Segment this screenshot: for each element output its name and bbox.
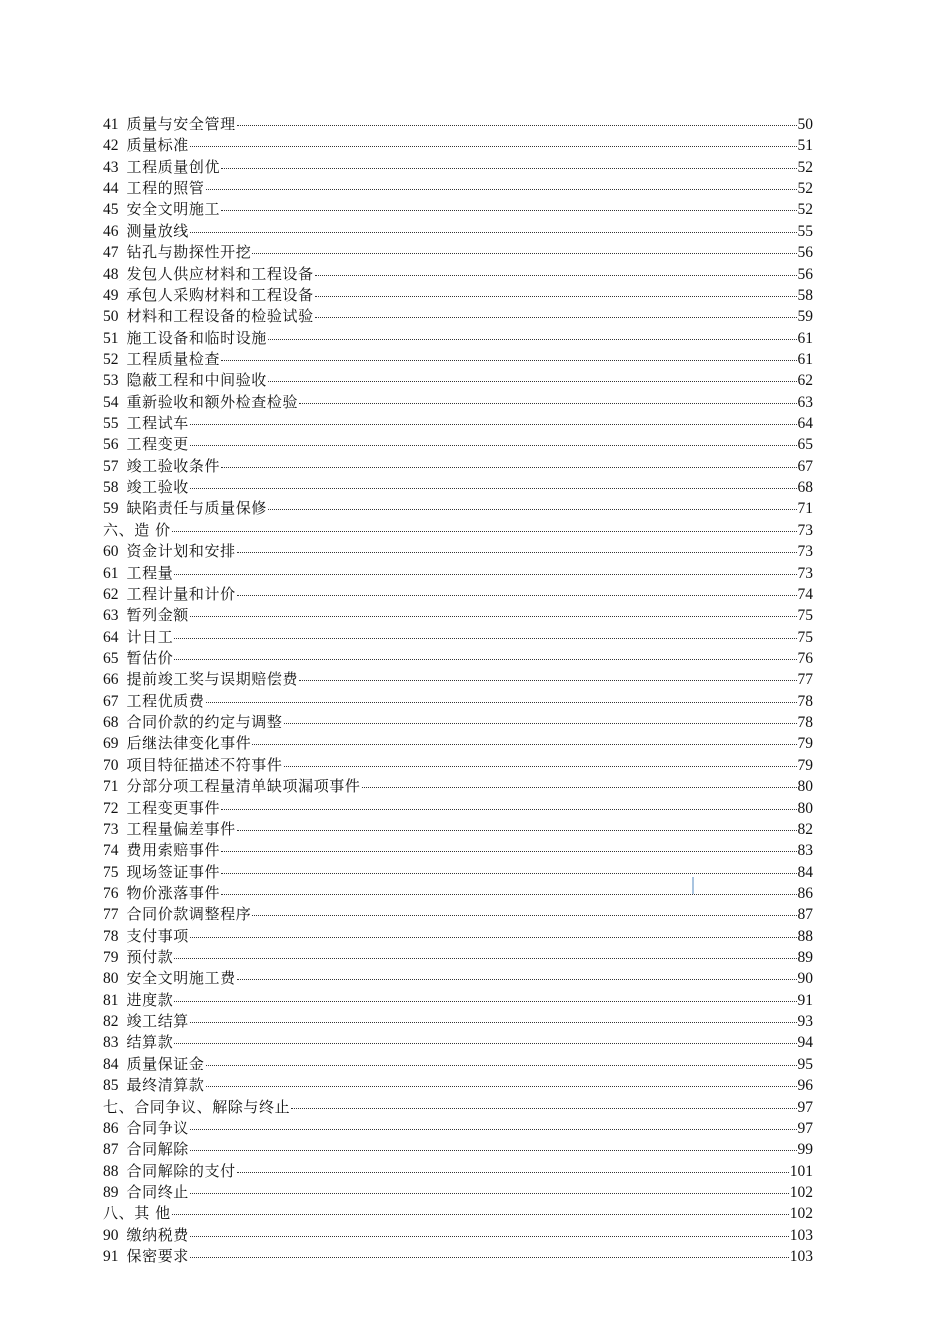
toc-entry[interactable] <box>103 691 813 712</box>
toc-dot-leader <box>315 271 797 276</box>
toc-entry-page: 91 <box>797 991 813 1009</box>
toc-dot-leader <box>315 292 797 297</box>
toc-dot-leader <box>172 527 797 532</box>
toc-entry-page: 71 <box>797 500 813 518</box>
toc-dot-leader <box>172 1210 789 1215</box>
toc-entry-number: 55 <box>103 415 119 433</box>
toc-entry[interactable] <box>103 498 813 519</box>
toc-dot-leader <box>174 655 796 660</box>
toc-entry-number: 85 <box>103 1077 119 1095</box>
toc-dot-leader <box>252 740 796 745</box>
toc-entry[interactable] <box>103 434 813 455</box>
toc-dot-leader <box>174 954 796 959</box>
toc-entry-title: 施工设备和临时设施 <box>126 328 267 347</box>
toc-dot-leader <box>237 548 797 553</box>
toc-entry[interactable] <box>103 306 813 327</box>
toc-entry-page: 75 <box>797 628 813 646</box>
toc-entry-number: 50 <box>103 308 119 326</box>
toc-entry-title: 安全文明施工费 <box>126 969 236 988</box>
toc-entry[interactable] <box>103 477 813 498</box>
toc-entry[interactable] <box>103 840 813 861</box>
toc-dot-leader <box>190 933 797 938</box>
toc-entry[interactable] <box>103 370 813 391</box>
toc-entry-title: 六、造 价 <box>103 520 171 539</box>
toc-dot-leader <box>190 1232 789 1237</box>
toc-entry[interactable] <box>103 221 813 242</box>
toc-entry[interactable] <box>103 178 813 199</box>
toc-entry-page: 65 <box>797 436 813 454</box>
toc-entry-title: 工程量偏差事件 <box>126 819 236 838</box>
toc-dot-leader <box>237 591 797 596</box>
toc-entry-page: 80 <box>797 778 813 796</box>
toc-entry-page: 75 <box>797 607 813 625</box>
toc-entry-page: 50 <box>797 116 813 133</box>
toc-entry-page: 56 <box>797 244 813 262</box>
toc-entry-title: 钻孔与勘探性开挖 <box>126 243 252 262</box>
toc-entry-page: 103 <box>789 1248 813 1266</box>
toc-entry[interactable] <box>103 1075 813 1096</box>
toc-entry[interactable] <box>103 1032 813 1053</box>
toc-entry-title: 提前竣工奖与误期赔偿费 <box>126 670 299 689</box>
toc-dot-leader <box>237 1168 789 1173</box>
toc-dot-leader <box>268 505 797 510</box>
toc-entry[interactable] <box>103 285 813 306</box>
toc-entry[interactable] <box>103 904 813 925</box>
toc-entry-number: 43 <box>103 158 119 176</box>
toc-entry-title: 现场签证事件 <box>126 862 221 881</box>
toc-dot-leader <box>206 698 797 703</box>
toc-entry[interactable] <box>103 1225 813 1246</box>
toc-entry-title: 工程变更 <box>126 435 189 454</box>
toc-dot-leader <box>362 783 797 788</box>
toc-entry[interactable] <box>103 755 813 776</box>
toc-entry[interactable] <box>103 776 813 797</box>
toc-dot-leader <box>206 1061 797 1066</box>
toc-entry-title: 工程的照管 <box>126 179 205 198</box>
toc-entry-title: 合同争议 <box>126 1118 189 1137</box>
toc-entry-title: 质量与安全管理 <box>126 115 236 133</box>
toc-entry-number: 70 <box>103 756 119 774</box>
toc-dot-leader <box>190 228 797 233</box>
toc-entry-number: 69 <box>103 735 119 753</box>
toc-entry-title: 安全文明施工 <box>126 200 221 219</box>
toc-entry-page: 73 <box>797 543 813 561</box>
toc-entry[interactable] <box>103 114 813 135</box>
toc-entry-title: 八、其 他 <box>103 1204 171 1223</box>
toc-dot-leader <box>237 975 797 980</box>
toc-entry[interactable] <box>103 1182 813 1203</box>
toc-entry[interactable] <box>103 563 813 584</box>
toc-dot-leader <box>190 142 797 147</box>
toc-entry-page: 80 <box>797 799 813 817</box>
toc-entry[interactable] <box>103 1139 813 1160</box>
toc-entry[interactable] <box>103 926 813 947</box>
toc-entry-title: 七、合同争议、解除与终止 <box>103 1097 291 1116</box>
toc-entry-page: 68 <box>797 479 813 497</box>
toc-entry-number: 86 <box>103 1119 119 1137</box>
toc-entry-title: 工程量 <box>126 563 174 582</box>
toc-entry[interactable] <box>103 819 813 840</box>
toc-entry[interactable] <box>103 883 813 904</box>
toc-entry-number: 63 <box>103 607 119 625</box>
toc-entry-page: 55 <box>797 222 813 240</box>
toc-entry-title: 资金计划和安排 <box>126 542 236 561</box>
toc-entry[interactable] <box>103 712 813 733</box>
toc-entry-title: 合同解除的支付 <box>126 1161 236 1180</box>
toc-entry-number: 83 <box>103 1034 119 1052</box>
toc-dot-leader <box>299 399 796 404</box>
toc-entry-number: 56 <box>103 436 119 454</box>
toc-entry[interactable] <box>103 1011 813 1032</box>
toc-entry-page: 78 <box>797 692 813 710</box>
toc-entry-number: 64 <box>103 628 119 646</box>
toc-entry-title: 竣工结算 <box>126 1012 189 1031</box>
toc-entry-number: 78 <box>103 927 119 945</box>
toc-dot-leader <box>237 121 797 126</box>
toc-entry-title: 项目特征描述不符事件 <box>126 755 283 774</box>
toc-entry-page: 73 <box>797 564 813 582</box>
toc-entry-page: 93 <box>797 1013 813 1031</box>
toc-entry-page: 56 <box>797 265 813 283</box>
toc-dot-leader <box>291 1104 796 1109</box>
toc-dot-leader <box>221 356 796 361</box>
toc-dot-leader <box>174 634 796 639</box>
toc-entry[interactable] <box>103 584 813 605</box>
toc-entry-number: 66 <box>103 671 119 689</box>
toc-entry-number: 41 <box>103 116 119 133</box>
toc-entry-title: 费用索赔事件 <box>126 841 221 860</box>
toc-entry-number: 91 <box>103 1248 119 1266</box>
toc-entry-title: 竣工验收条件 <box>126 456 221 475</box>
toc-entry[interactable] <box>103 392 813 413</box>
toc-dot-leader <box>252 911 796 916</box>
toc-entry-page: 96 <box>797 1077 813 1095</box>
toc-dot-leader <box>299 676 796 681</box>
toc-entry-page: 77 <box>797 671 813 689</box>
toc-dot-leader <box>221 164 796 169</box>
toc-entry-number: 79 <box>103 949 119 967</box>
toc-entry-page: 103 <box>789 1226 813 1244</box>
toc-dot-leader <box>206 1082 797 1087</box>
toc-entry-page: 52 <box>797 201 813 219</box>
toc-entry[interactable] <box>103 1118 813 1139</box>
toc-entry-title: 工程试车 <box>126 414 189 433</box>
toc-entry-number: 44 <box>103 180 119 198</box>
toc-entry-number: 48 <box>103 265 119 283</box>
toc-dot-leader <box>315 313 797 318</box>
toc-entry[interactable] <box>103 947 813 968</box>
toc-entry-page: 82 <box>797 820 813 838</box>
toc-dot-leader <box>190 484 797 489</box>
toc-entry-number: 89 <box>103 1183 119 1201</box>
toc-entry[interactable] <box>103 264 813 285</box>
toc-entry-page: 84 <box>797 863 813 881</box>
toc-entry-number: 49 <box>103 286 119 304</box>
toc-entry-title: 分部分项工程量清单缺项漏项事件 <box>126 777 361 796</box>
toc-entry-number: 53 <box>103 372 119 390</box>
toc-entry-title: 质量标准 <box>126 136 189 155</box>
toc-entry[interactable] <box>103 520 813 541</box>
toc-entry-page: 102 <box>789 1205 813 1223</box>
toc-entry-number: 90 <box>103 1226 119 1244</box>
toc-entry-title: 工程质量创优 <box>126 157 221 176</box>
table-of-contents <box>103 114 813 1267</box>
toc-entry-title: 竣工验收 <box>126 478 189 497</box>
toc-entry-title: 暂估价 <box>126 648 174 667</box>
toc-dot-leader <box>174 1039 796 1044</box>
toc-entry-title: 计日工 <box>126 627 174 646</box>
toc-entry-number: 52 <box>103 350 119 368</box>
toc-entry-title: 后继法律变化事件 <box>126 734 252 753</box>
toc-entry-page: 61 <box>797 329 813 347</box>
toc-entry-number: 59 <box>103 500 119 518</box>
toc-entry[interactable] <box>103 199 813 220</box>
toc-entry-page: 97 <box>797 1119 813 1137</box>
toc-entry[interactable] <box>103 456 813 477</box>
toc-entry-number: 58 <box>103 479 119 497</box>
toc-dot-leader <box>190 1125 797 1130</box>
toc-entry-number: 57 <box>103 457 119 475</box>
toc-dot-leader <box>221 869 796 874</box>
toc-entry[interactable] <box>103 1054 813 1075</box>
toc-entry-title: 工程变更事件 <box>126 798 221 817</box>
toc-entry-title: 缺陷责任与质量保修 <box>126 499 267 518</box>
toc-dot-leader <box>190 1018 797 1023</box>
toc-entry[interactable] <box>103 968 813 989</box>
toc-dot-leader <box>221 206 796 211</box>
toc-entry-page: 97 <box>797 1098 813 1116</box>
toc-entry-number: 54 <box>103 393 119 411</box>
toc-dot-leader <box>268 335 797 340</box>
toc-entry-title: 合同终止 <box>126 1182 189 1201</box>
toc-entry-title: 发包人供应材料和工程设备 <box>126 264 314 283</box>
toc-entry-number: 76 <box>103 884 119 902</box>
toc-entry[interactable] <box>103 242 813 263</box>
toc-entry[interactable] <box>103 1203 813 1224</box>
toc-entry-title: 合同价款的约定与调整 <box>126 713 283 732</box>
toc-entry-number: 82 <box>103 1013 119 1031</box>
toc-dot-leader <box>252 249 796 254</box>
toc-entry-page: 52 <box>797 158 813 176</box>
toc-entry[interactable] <box>103 627 813 648</box>
toc-entry-page: 94 <box>797 1034 813 1052</box>
toc-dot-leader <box>206 185 797 190</box>
toc-entry-number: 47 <box>103 244 119 262</box>
toc-dot-leader <box>190 1146 797 1151</box>
toc-entry-page: 74 <box>797 585 813 603</box>
toc-entry[interactable] <box>103 669 813 690</box>
toc-entry-title: 暂列金额 <box>126 606 189 625</box>
toc-entry-page: 62 <box>797 372 813 390</box>
toc-entry-number: 88 <box>103 1162 119 1180</box>
toc-entry[interactable] <box>103 733 813 754</box>
toc-entry-number: 65 <box>103 649 119 667</box>
toc-entry-title: 工程计量和计价 <box>126 584 236 603</box>
toc-dot-leader <box>221 463 796 468</box>
toc-entry-title: 承包人采购材料和工程设备 <box>126 285 314 304</box>
toc-entry-page: 73 <box>797 521 813 539</box>
toc-entry-title: 工程质量检查 <box>126 349 221 368</box>
toc-entry[interactable] <box>103 648 813 669</box>
toc-dot-leader <box>237 826 797 831</box>
text-cursor <box>692 877 694 894</box>
toc-entry-page: 79 <box>797 735 813 753</box>
toc-dot-leader <box>268 377 797 382</box>
toc-entry[interactable] <box>103 135 813 156</box>
toc-entry-page: 83 <box>797 842 813 860</box>
toc-entry-page: 63 <box>797 393 813 411</box>
toc-dot-leader <box>190 441 797 446</box>
toc-entry-title: 保密要求 <box>126 1247 189 1266</box>
toc-entry-page: 89 <box>797 949 813 967</box>
toc-entry[interactable] <box>103 157 813 178</box>
toc-entry-number: 67 <box>103 692 119 710</box>
toc-dot-leader <box>174 570 796 575</box>
toc-entry-number: 87 <box>103 1141 119 1159</box>
toc-entry-number: 61 <box>103 564 119 582</box>
toc-entry[interactable] <box>103 413 813 434</box>
toc-entry[interactable] <box>103 1246 813 1267</box>
toc-entry-title: 工程优质费 <box>126 691 205 710</box>
toc-entry[interactable] <box>103 798 813 819</box>
toc-entry[interactable] <box>103 862 813 883</box>
toc-entry-page: 58 <box>797 286 813 304</box>
toc-dot-leader <box>190 1189 789 1194</box>
toc-dot-leader <box>174 997 796 1002</box>
toc-dot-leader <box>221 805 796 810</box>
toc-entry-number: 60 <box>103 543 119 561</box>
toc-dot-leader <box>190 1253 789 1258</box>
toc-entry-page: 76 <box>797 649 813 667</box>
toc-entry[interactable] <box>103 328 813 349</box>
toc-entry-page: 61 <box>797 350 813 368</box>
toc-entry-number: 75 <box>103 863 119 881</box>
toc-entry-page: 99 <box>797 1141 813 1159</box>
toc-dot-leader <box>221 847 796 852</box>
toc-entry-page: 78 <box>797 714 813 732</box>
toc-entry-number: 77 <box>103 906 119 924</box>
toc-entry-page: 79 <box>797 756 813 774</box>
toc-entry-number: 80 <box>103 970 119 988</box>
toc-entry-number: 71 <box>103 778 119 796</box>
toc-entry-page: 102 <box>789 1183 813 1201</box>
toc-entry-page: 95 <box>797 1055 813 1073</box>
toc-entry-title: 测量放线 <box>126 221 189 240</box>
toc-entry-title: 缴纳税费 <box>126 1225 189 1244</box>
toc-entry-page: 64 <box>797 415 813 433</box>
toc-dot-leader <box>284 762 797 767</box>
toc-entry[interactable] <box>103 1097 813 1118</box>
toc-entry-number: 42 <box>103 137 119 155</box>
toc-entry[interactable] <box>103 541 813 562</box>
toc-entry-title: 结算款 <box>126 1033 174 1052</box>
toc-dot-leader <box>190 420 797 425</box>
toc-entry-number: 84 <box>103 1055 119 1073</box>
toc-entry[interactable] <box>103 349 813 370</box>
toc-entry-title: 隐蔽工程和中间验收 <box>126 371 267 390</box>
toc-entry-number: 72 <box>103 799 119 817</box>
toc-entry[interactable] <box>103 605 813 626</box>
toc-dot-leader <box>221 890 796 895</box>
toc-entry-title: 重新验收和额外检查检验 <box>126 392 299 411</box>
toc-entry-title: 材料和工程设备的检验试验 <box>126 307 314 326</box>
toc-entry-title: 合同解除 <box>126 1140 189 1159</box>
toc-entry-number: 62 <box>103 585 119 603</box>
toc-entry-title: 预付款 <box>126 948 174 967</box>
toc-dot-leader <box>190 612 797 617</box>
toc-entry-page: 101 <box>789 1162 813 1180</box>
toc-entry-title: 物价涨落事件 <box>126 883 221 902</box>
toc-entry-number: 81 <box>103 991 119 1009</box>
toc-entry-page: 51 <box>797 137 813 155</box>
toc-entry-number: 73 <box>103 820 119 838</box>
toc-entry[interactable] <box>103 1161 813 1182</box>
toc-entry-title: 质量保证金 <box>126 1054 205 1073</box>
toc-entry-title: 支付事项 <box>126 926 189 945</box>
toc-entry-number: 51 <box>103 329 119 347</box>
toc-entry-page: 67 <box>797 457 813 475</box>
toc-dot-leader <box>284 719 797 724</box>
toc-entry-number: 45 <box>103 201 119 219</box>
toc-entry-page: 90 <box>797 970 813 988</box>
toc-entry-page: 87 <box>797 906 813 924</box>
toc-entry[interactable] <box>103 990 813 1011</box>
toc-entry-title: 最终清算款 <box>126 1076 205 1095</box>
toc-entry-number: 74 <box>103 842 119 860</box>
toc-entry-page: 52 <box>797 180 813 198</box>
toc-entry-number: 46 <box>103 222 119 240</box>
toc-entry-page: 86 <box>797 884 813 902</box>
toc-entry-page: 88 <box>797 927 813 945</box>
toc-entry-page: 59 <box>797 308 813 326</box>
toc-entry-number: 68 <box>103 714 119 732</box>
toc-entry-title: 进度款 <box>126 990 174 1009</box>
toc-entry-title: 合同价款调整程序 <box>126 905 252 924</box>
